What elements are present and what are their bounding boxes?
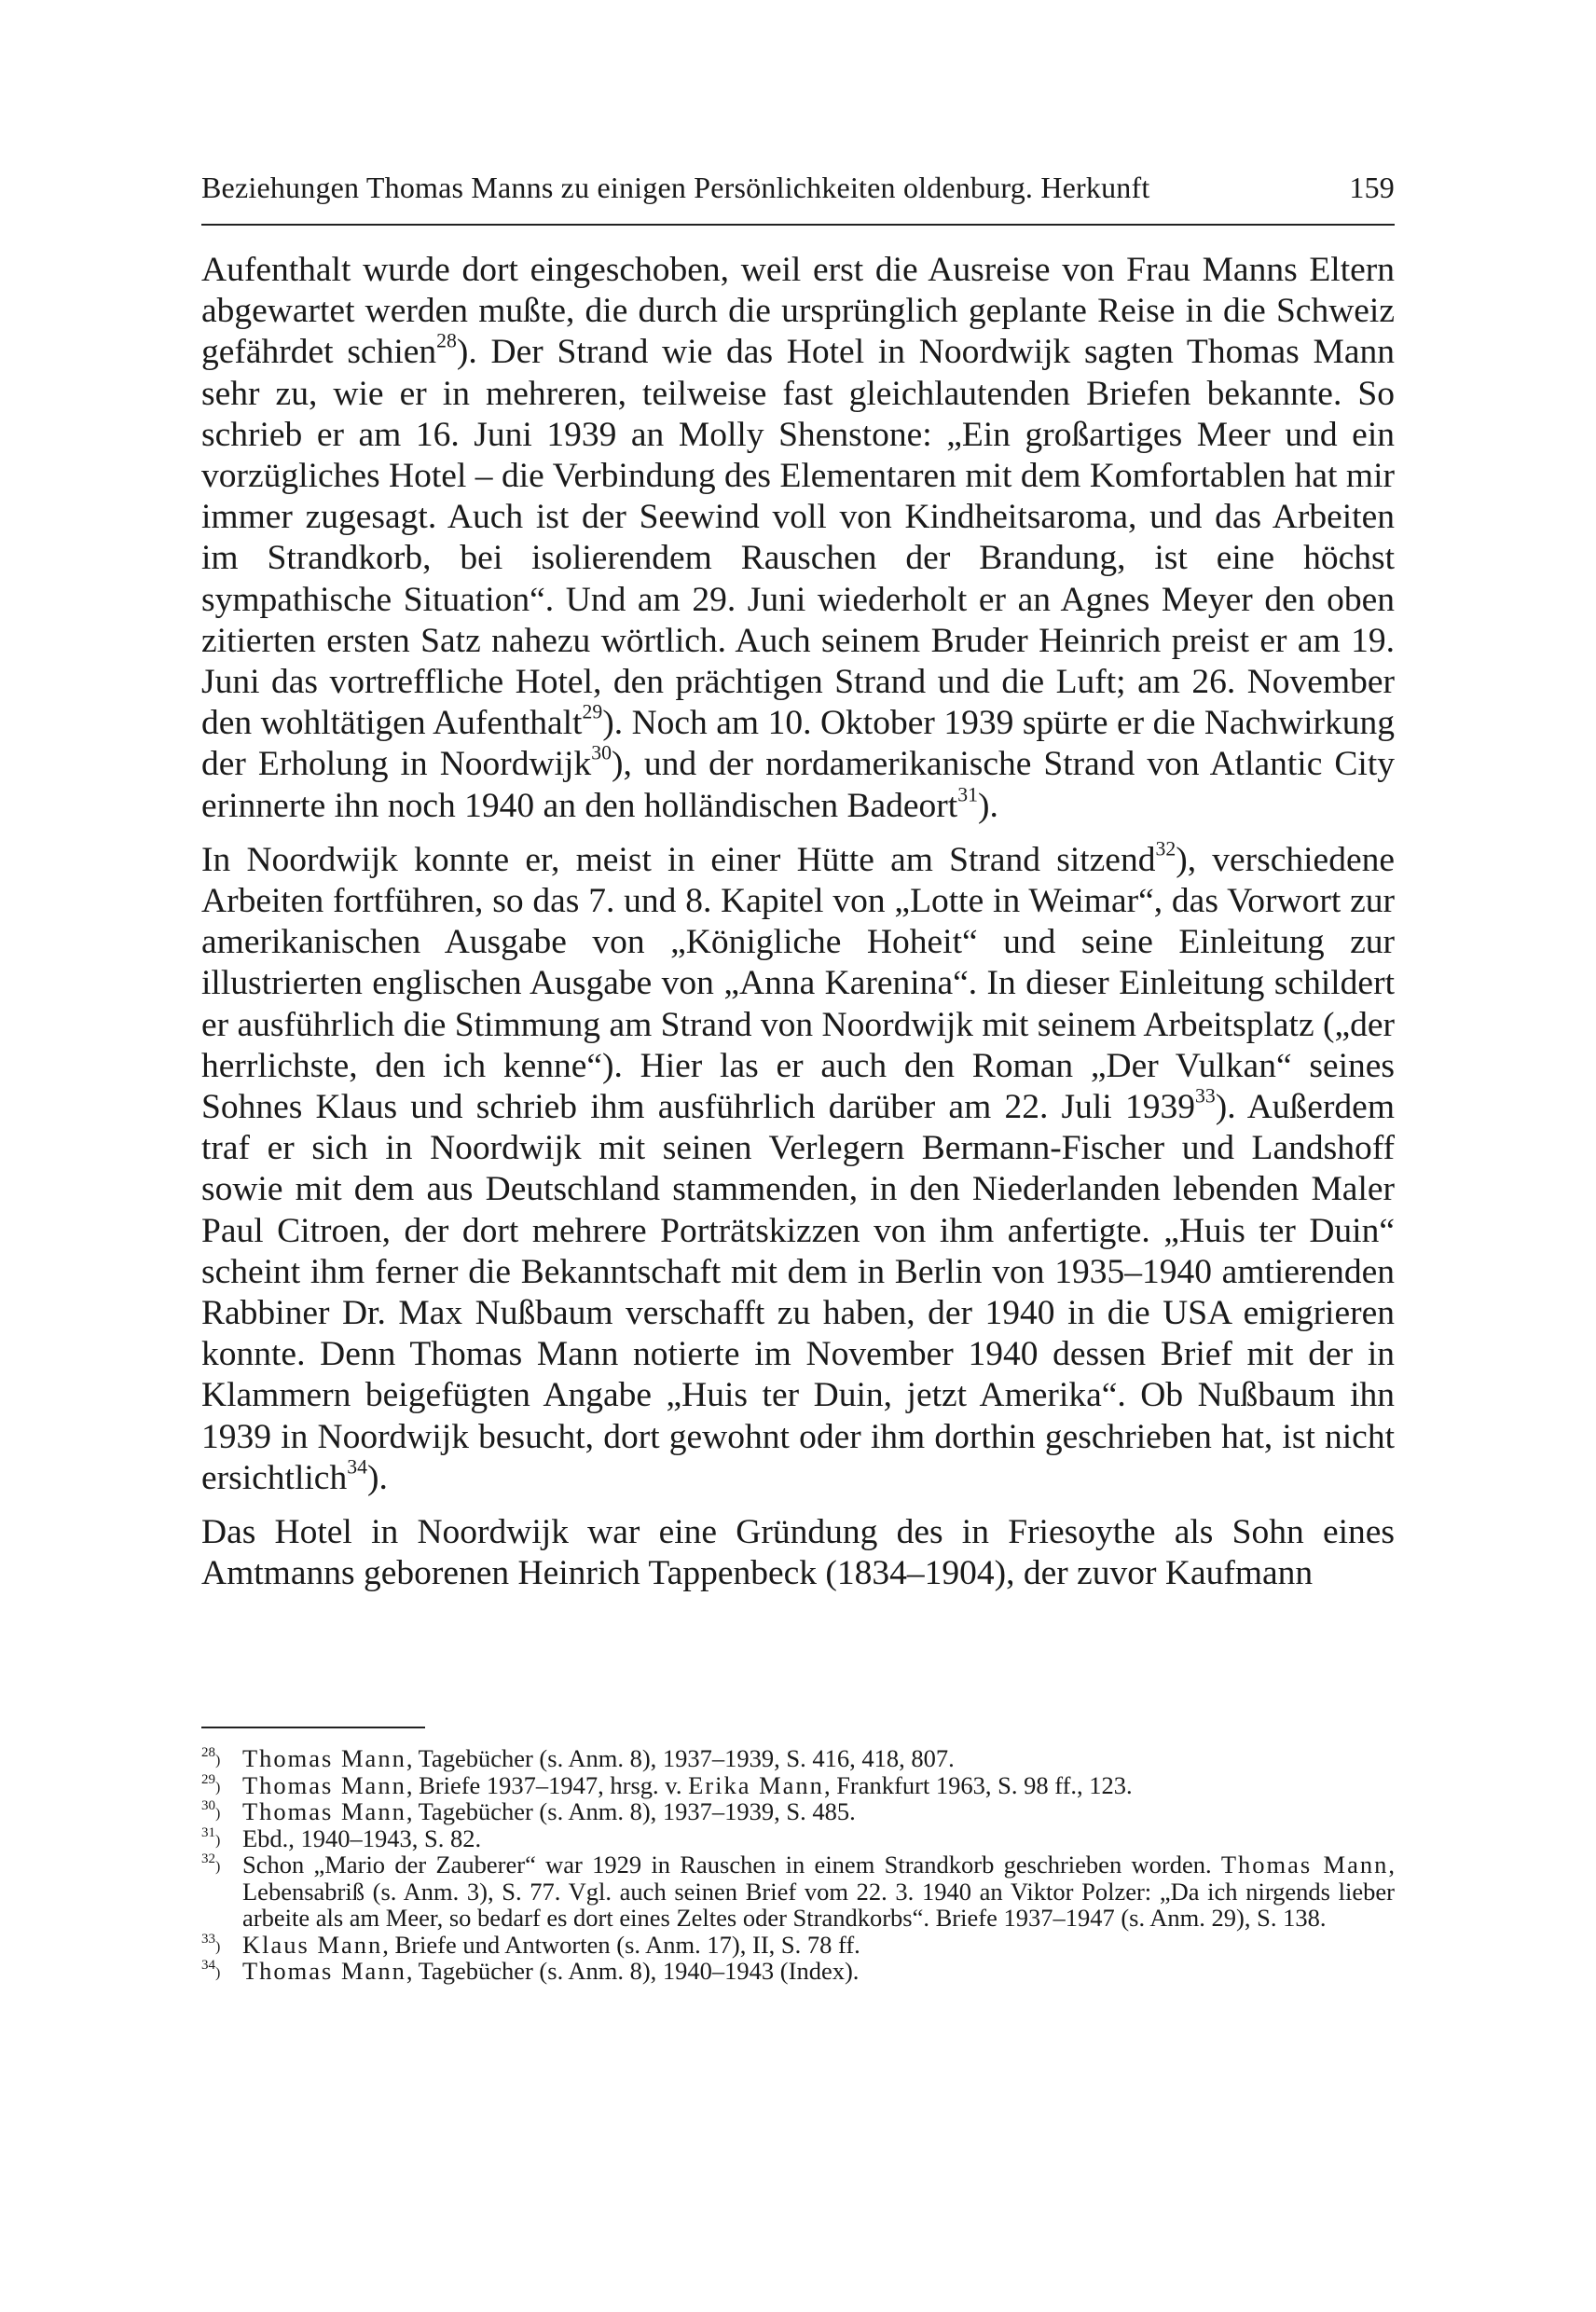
page-number: 159: [1349, 171, 1395, 204]
footnote-reference: 34: [347, 1455, 367, 1479]
paragraph-text: ), und der nordamerikanische Strand von Atlantic City erinnerte ihn noch 1940 an den holländischen Badeort: [201, 745, 1395, 825]
author-name: Thomas Mann: [242, 1957, 406, 1985]
footnote-number-value: 32: [201, 1851, 215, 1866]
footnote: [201, 1932, 1395, 1959]
footnote-text: , Tagebücher (s. Anm. 8), 1940–1943 (Index).: [406, 1957, 860, 1985]
footnote-text: Schon „Mario der Zauberer“ war 1929 in Rauschen in einem Strandkorb geschrieben worden.: [242, 1851, 1221, 1878]
header-rule: [201, 224, 1395, 226]
footnote-number: 28): [201, 1745, 221, 1768]
body-text: [201, 250, 1395, 1595]
footnote-text: , Tagebücher (s. Anm. 8), 1937–1939, S. 416, 418, 807.: [406, 1744, 955, 1772]
paragraph-text: ). Außerdem traf er sich in Noordwijk mit seinen Verlegern Bermann-Fischer und Landshoff sowie mit dem aus Deutschland stammenden, in den Niederlanden lebenden Maler Paul Citroen, der dort mehrere Porträtskizzen von ihm anfertigte. „Huis ter Duin“ scheint ihm ferner die Bekanntschaft mit dem in Berlin von 1935–1940 amtierenden Rabbiner Dr. Max Nußbaum verschafft zu haben, der 1940 in die USA emigrieren konnte. Denn Thomas Mann notierte im November 1940 dessen Brief mit der in Klammern beigefügten Angabe „Huis ter Duin, jetzt Amerika“. Ob Nußbaum ihn 1939 in Noordwijk besucht, dort gewohnt oder ihm dorthin geschrieben hat, ist nicht ersichtlich: [201, 1088, 1395, 1497]
footnotes: [201, 1745, 1395, 1985]
footnote: [201, 1745, 1395, 1772]
paragraph-text: ). Noch am 10. Oktober 1939 spürte er die Nachwirkung der Erholung in Noordwijk: [201, 704, 1395, 784]
footnote-text: Ebd., 1940–1943, S. 82.: [242, 1823, 482, 1852]
paragraph: [201, 1512, 1395, 1594]
footnote-reference: 30: [591, 742, 612, 765]
author-name: Thomas Mann: [242, 1770, 406, 1799]
author-name: Thomas Mann: [242, 1744, 406, 1772]
paragraph: [201, 837, 1395, 1499]
author-name: Erika Mann: [688, 1770, 824, 1799]
footnote-reference: 31: [957, 783, 978, 806]
footnote: [201, 1772, 1395, 1799]
footnote-number: 31): [201, 1824, 221, 1849]
paragraph-text: Das Hotel in Noordwijk war eine Gründung des in Friesoythe als Sohn eines Amtmanns geborenen Heinrich Tappenbeck (1834–1904), der zuvor Kaufmann: [201, 1513, 1395, 1593]
author-name: Thomas Mann: [242, 1797, 406, 1825]
footnote-number-value: 33: [201, 1931, 215, 1947]
footnote-number: 34): [201, 1958, 221, 1981]
paragraph-text: ).: [977, 786, 998, 825]
running-title: Beziehungen Thomas Manns zu einigen Persönlichkeiten oldenburg. Herkunft: [201, 171, 1150, 204]
footnote-number-value: 31: [201, 1824, 215, 1840]
footnote: [201, 1851, 1395, 1932]
footnote-number: 33): [201, 1931, 221, 1955]
footnote-text: , Briefe 1937–1947, hrsg. v.: [406, 1770, 689, 1799]
author-name: Klaus Mann: [242, 1930, 383, 1959]
footnote-number: 29): [201, 1771, 221, 1796]
footnote-number-value: 28: [201, 1745, 215, 1760]
footnote-reference: 32: [1155, 837, 1176, 860]
paragraph-text: ), verschiedene Arbeiten fortführen, so das 7. und 8. Kapitel von „Lotte in Weimar“, das Vorwort zur amerikanischen Ausgabe von „Königliche Hoheit“ und seine Einleitung zur illustrierten englischen Ausgabe von „Anna Karenina“. In dieser Einleitung schildert er ausführlich die Stimmung am Strand von Noordwijk mit seinem Arbeitsplatz („der herrlichste, den ich kenne“). Hier las er auch den Roman „Der Vulkan“ seines Sohnes Klaus und schrieb ihm ausführlich darüber am 22. Juli 1939: [201, 840, 1395, 1127]
paragraph-text: In Noordwijk konnte er, meist in einer Hütte am Strand sitzend: [201, 840, 1156, 879]
footnote-number-value: 30: [201, 1798, 215, 1813]
footnote-number-value: 34: [201, 1958, 215, 1973]
footnote-reference: 28: [436, 330, 457, 353]
footnote-text: , Frankfurt 1963, S. 98 ff., 123.: [823, 1770, 1133, 1799]
footnote: [201, 1825, 1395, 1852]
paragraph: [201, 250, 1395, 827]
paragraph-text: ). Der Strand wie das Hotel in Noordwijk sagten Thomas Mann sehr zu, wie er in mehreren, teilweise fast gleichlautenden Briefen bekannte. So schrieb er am 16. Juni 1939 an Molly Shenstone: „Ein großartiges Meer und ein vorzügliches Hotel – die Verbindung des Elementaren mit dem Komfortablen hat mir immer zugesagt. Auch ist der Seewind voll von Kindheitsaroma, und das Arbeiten im Strandkorb, bei isolierendem Rauschen der Brandung, ist eine höchst sympathische Situation“. Und am 29. Juni wiederholt er an Agnes Meyer den oben zitierten ersten Satz nahezu wörtlich. Auch seinem Bruder Heinrich preist er am 19. Juni das vortreffliche Hotel, den prächtigen Strand und die Luft; am 26. November den wohltätigen Aufenthalt: [201, 333, 1395, 743]
paragraph-text: ).: [366, 1458, 388, 1497]
footnote: [201, 1798, 1395, 1825]
footnote-text: , Lebensabriß (s. Anm. 3), S. 77. Vgl. auch seinen Brief vom 22. 3. 1940 an Viktor Polzer: „Da ich nirgends lieber arbeite als am Meer, so bedarf es dort eines Zeltes oder Strandkorbs“. Briefe 1937–1947 (s. Anm. 29), S. 138.: [242, 1851, 1395, 1932]
author-name: Thomas Mann: [1220, 1851, 1389, 1878]
running-header: [201, 171, 1395, 205]
footnote-number: 30): [201, 1798, 221, 1822]
footnote-text: , Tagebücher (s. Anm. 8), 1937–1939, S. 485.: [406, 1797, 856, 1825]
footnote: [201, 1958, 1395, 1985]
paragraph-text: Aufenthalt wurde dort eingeschoben, weil erst die Ausreise von Frau Manns Eltern abgewartet werden mußte, die durch die ursprünglich geplante Reise in die Schweiz gefährdet schien: [201, 251, 1395, 372]
footnote-number-value: 29: [201, 1771, 215, 1787]
footnote-number: 32): [201, 1851, 221, 1875]
footnote-rule: [201, 1727, 425, 1728]
footnote-reference: 33: [1194, 1084, 1216, 1108]
footnote-reference: 29: [582, 700, 603, 723]
footnote-text: , Briefe und Antworten (s. Anm. 17), II, S. 78 ff.: [382, 1930, 860, 1959]
